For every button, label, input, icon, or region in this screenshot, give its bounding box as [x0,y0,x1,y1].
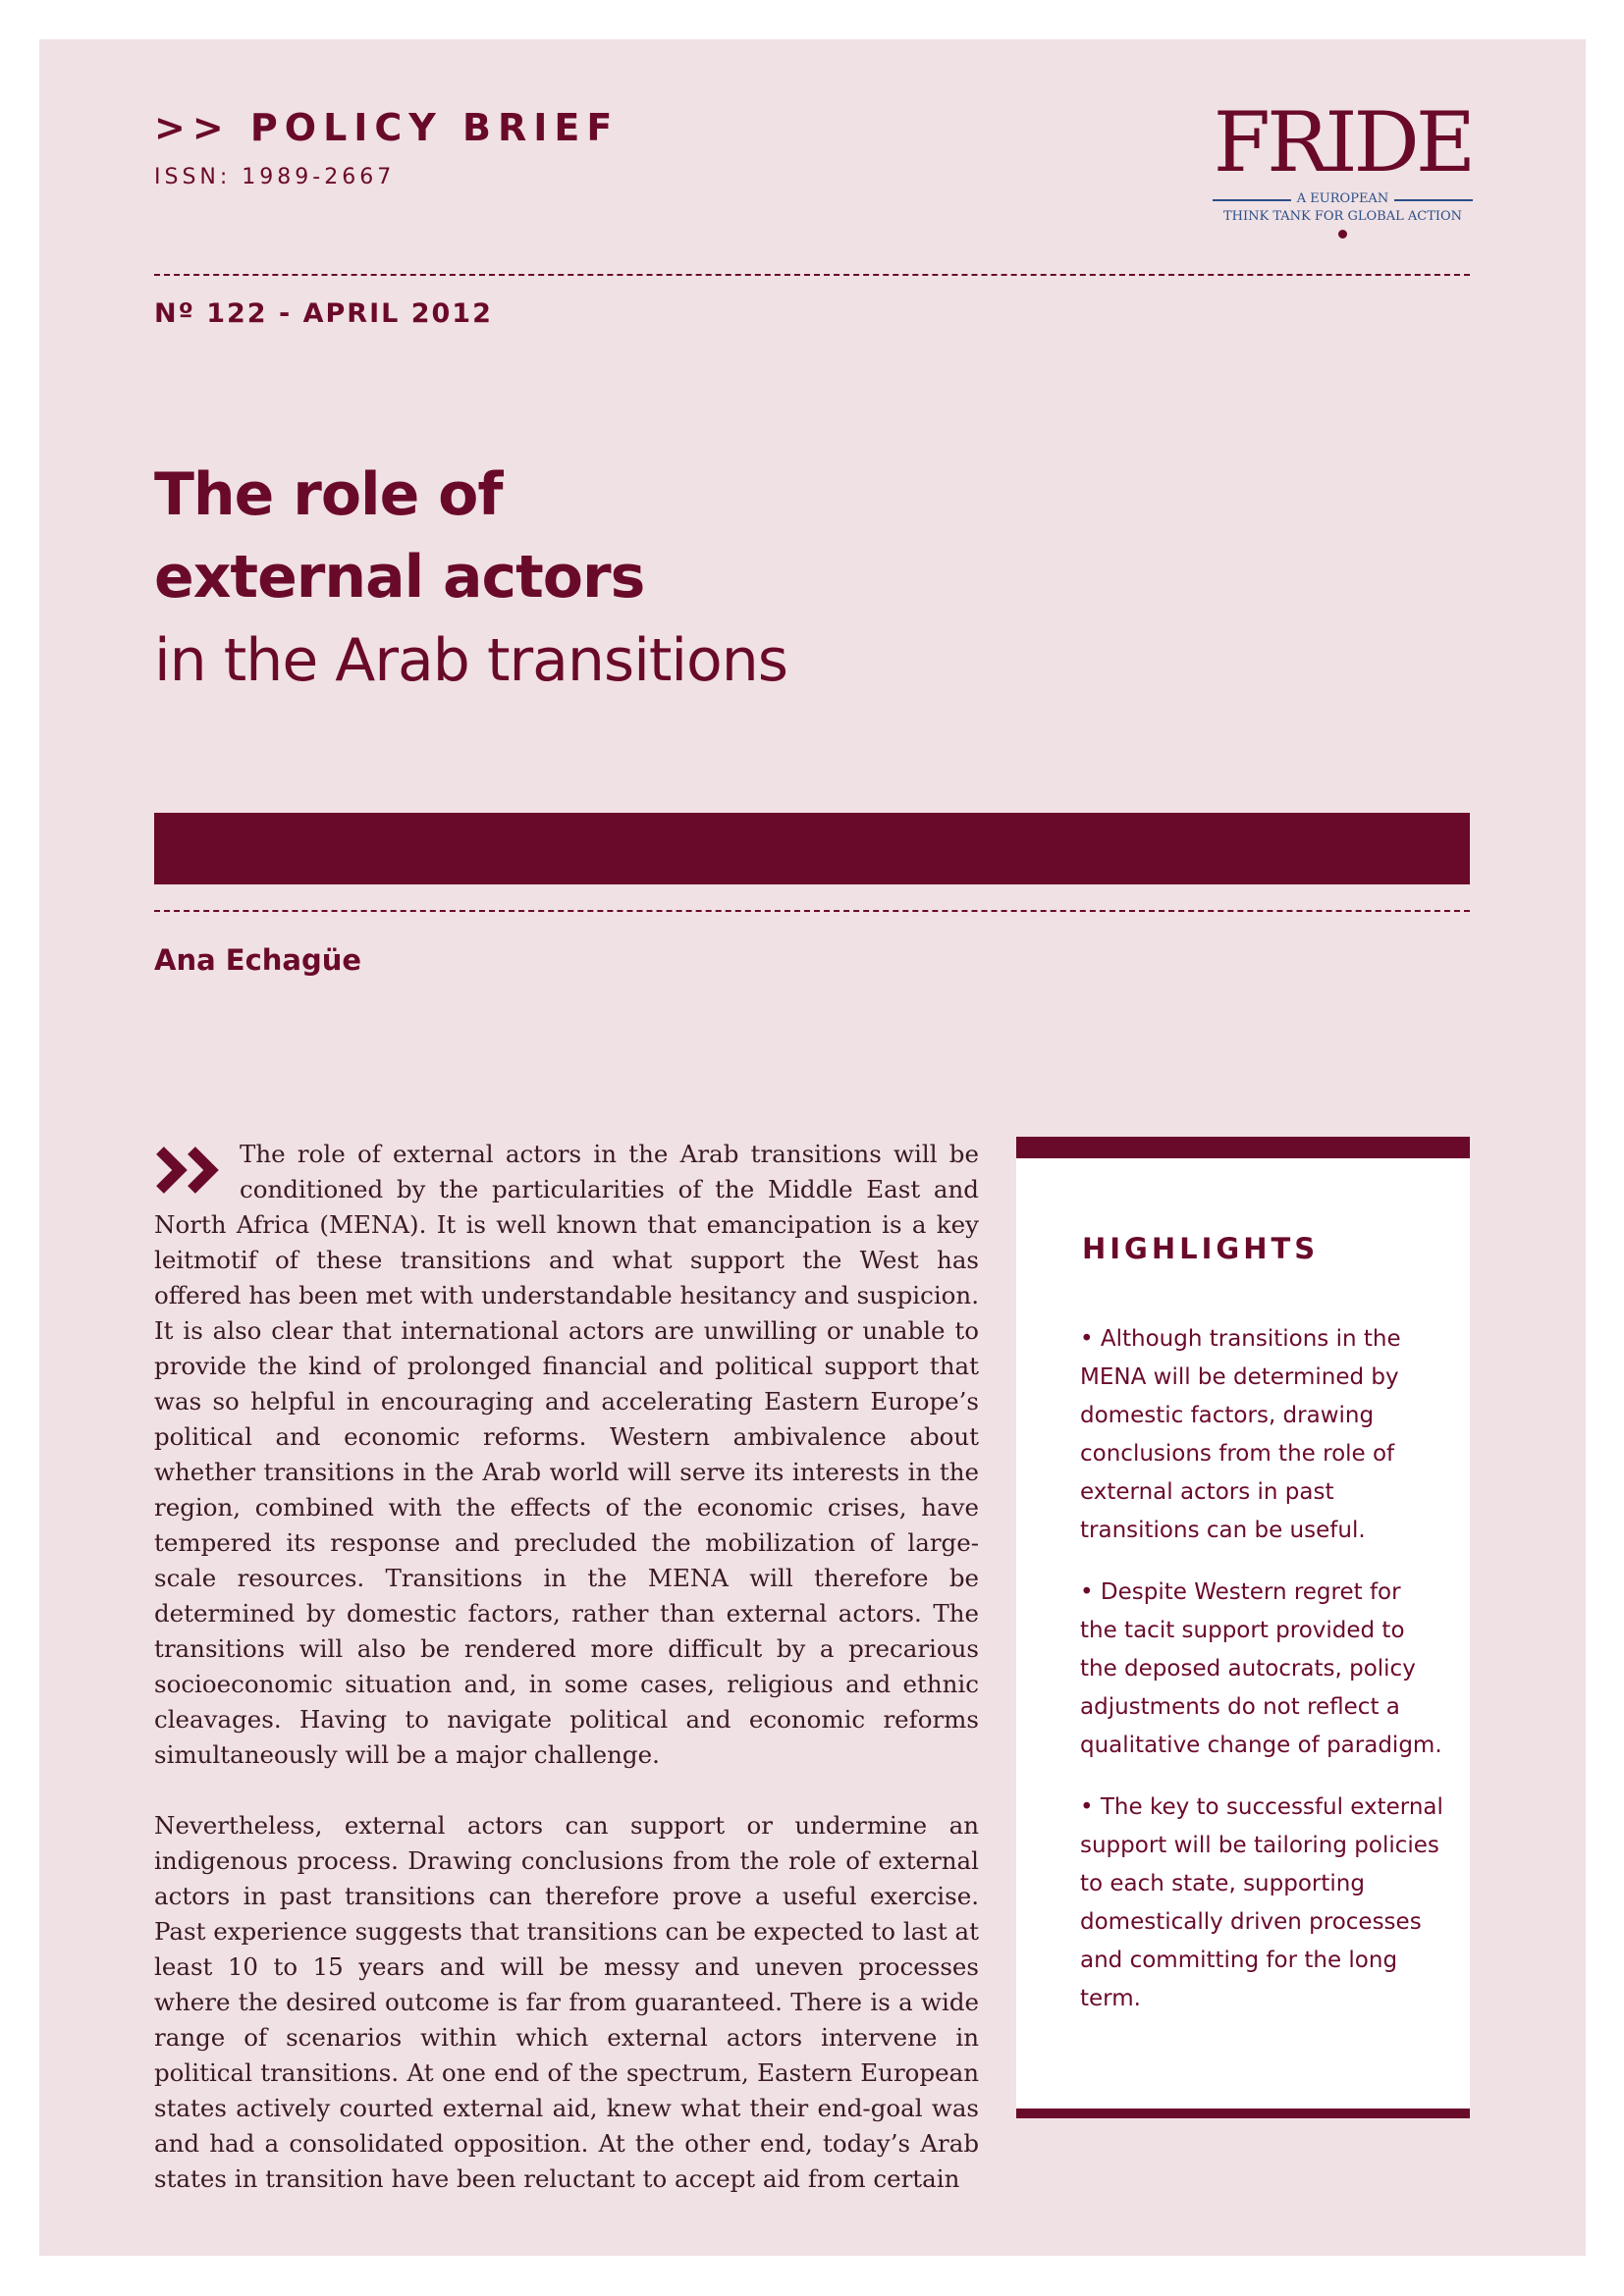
highlights-box [1016,1137,1470,2118]
body-paragraph-1 [154,1137,979,1773]
highlight-item: • Despite Western regret for the tacit support provided to the deposed autocrats, policy adjustments do not reflect a qualitative change of paradigm. [1080,1579,1442,1758]
body-text [154,1137,979,2232]
logo-wordmark: FRIDE [1213,94,1473,190]
title-line-1: The role of [154,460,503,529]
author-name: Ana Echagüe [154,943,362,977]
issue-number: Nº 122 - APRIL 2012 [154,298,493,329]
title-line-2: external actors [154,543,645,612]
double-chevron-icon [154,1137,238,1207]
highlight-item: • The key to successful external support will be tailoring policies to each state, supporting domestically driven processes and committing for the long term. [1080,1794,1443,2011]
logo-dot-icon [1338,230,1347,239]
policy-brief-label: >> POLICY BRIEF [154,106,620,149]
body-paragraph-2: Nevertheless, external actors can support or undermine an indigenous process. Drawing conclusions from the role of external actors in past transitions can therefore prove a useful exercise. Past experience suggests that transitions can be expected to last at least 10 to 15 years and will be messy and uneven processes where the desired outcome is far from guaranteed. There is a wide range of scenarios within which external actors intervene in political transitions. At one end of the spectrum, Eastern European states actively courted external aid, knew what their end-goal was and had a consolidated opposition. At the other end, today’s Arab states in transition have been reluctant to accept aid from certain [154,1811,979,2193]
highlight-item: • Although transitions in the MENA will be determined by domestic factors, drawing conclusions from the role of external actors in past transitions can be useful. [1080,1326,1401,1543]
highlights-title: HIGHLIGHTS [1082,1232,1320,1265]
issn: ISSN: 1989-2667 [154,165,396,189]
title-bar [154,813,1470,884]
page-title [154,454,787,703]
logo-tagline-1: A EUROPEAN [1296,191,1389,206]
title-line-3: in the Arab transitions [154,626,788,695]
logo-tagline-2: THINK TANK FOR GLOBAL ACTION [1222,209,1463,224]
divider-author [154,910,1470,912]
paragraph-text: The role of external actors in the Arab transitions will be conditioned by the particularities of the Middle East and North Africa (MENA). It is well known that emancipation is a key leitmotif of these transitions and what support the West has offered has been met with understandable hesitancy and suspicion. It is also clear that international actors are unwilling or unable to provide the kind of prolonged financial and political support that was so helpful in encouraging and accelerating Eastern Europe’s political and economic reforms. Western ambivalence about whether transitions in the Arab world will serve its interests in the region, combined with the effects of the economic crises, have tempered its response and precluded the mobilization of large-scale resources. Transitions in the MENA will therefore be determined by domestic factors, rather than external actors. The transitions will also be rendered more difficult by a precarious socioeconomic situation and, in some cases, religious and ethnic cleavages. Having to navigate political and economic reforms simultaneously will be a major challenge. [154,1140,979,1769]
highlights-list [1080,1320,1443,2042]
fride-logo [1213,94,1473,245]
divider-top [154,274,1470,276]
